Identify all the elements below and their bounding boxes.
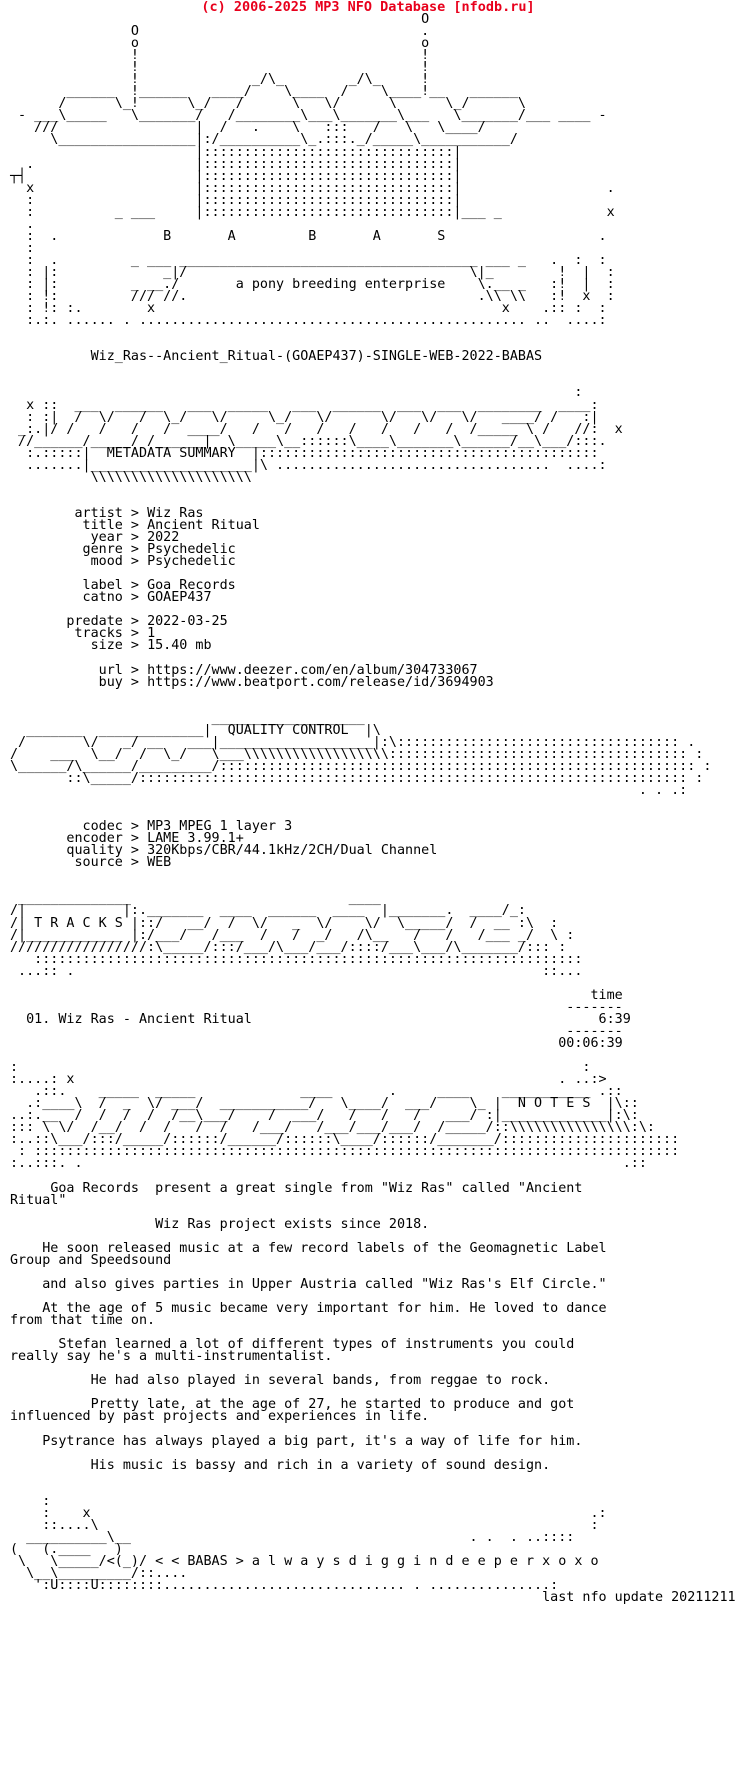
track-number: 01. bbox=[26, 1011, 51, 1027]
note-paragraph: Psytrance has always played a big part, it's a way of life for him. bbox=[42, 1433, 583, 1449]
source-value: WEB bbox=[147, 855, 172, 871]
track-name: Wiz Ras - Ancient Ritual bbox=[58, 1011, 252, 1027]
label-value: Goa Records bbox=[147, 578, 236, 594]
quality-control-ascii-art: ___________________ _______ _____________| QUALITY CONTROL |\ / \/ _/ __ ___|___________________|:\::::::::::::::::::::::::::::::::::: . / ___ \__/ / \_/ \___\\\\\\\\\\\\\\\\\\::::::::::::::::::::::::::::::::::::: : \______/\______/_________/::::::::::::::::::::::::::::::::::::::::::::::::::::::::::: : ::\_____/:::::::::::::::::::::::::::::::::::::::::::::::::::::::::::::::::::: : . . .: bbox=[10, 710, 712, 798]
encoder-value: LAME 3.99.1+ bbox=[147, 831, 244, 847]
quality-list: codec > MP3 MPEG 1 layer 3 encoder > LAME 3.99.1+ quality > 320Kbps/CBR/44.1kHz/2CH/Dual Channel source > WEB bbox=[10, 819, 438, 871]
track-time: 6:39 bbox=[598, 1011, 631, 1027]
year-value: 2022 bbox=[147, 530, 180, 546]
metadata-list: artist > Wiz Ras title > Ancient Ritual year > 2022 genre > Psychedelic mood > Psychedelic label > Goa Records catno > GOAEP437 predate > 2022-03-25 tracks > 1 size > 15.40 mb url > https://www.deezer.com/en/album/304733067 buy > https://www.beatport.com/release/id/3694903 bbox=[10, 505, 494, 690]
notes-body bbox=[10, 1181, 607, 1473]
url-value: https://www.deezer.com/en/album/304733067 bbox=[147, 662, 478, 678]
tracks-table bbox=[10, 988, 631, 1051]
codec-value: MP3 MPEG 1 layer 3 bbox=[147, 819, 293, 835]
time-column-header: time bbox=[590, 987, 623, 1003]
size-value: 15.40 mb bbox=[147, 638, 212, 654]
notes-ascii-art: : : :....: x . ..:> .::. _____ _____ ____ . ____ ___________ .:: .:____\ / _ \/ ___/ ___________/ \____/ ___/ \_ | N O T E S |\:: ..:.__ / / / / /__\___/ / ___/ / / / ___/ :|_____________|:\: ::: \ \/ /__/ / / / / /___/ /___/___/___/ /_____/::\\\\\\\\\\\\\\\:\: :..::\___/:::/_____/::::::/______/::::::\____/::::::/_______/:::::::::::::::::::::: : :::::::::::::::::::::::::::::::::::::::::::::::::::::::::::::::::::::::::::::::: :..:::. . .:: bbox=[10, 1060, 680, 1172]
note-paragraph: Goa Records present a great single from "Wiz Ras" called "Ancient Ritual" bbox=[10, 1180, 583, 1208]
footer-ascii-art: : : x .: ::....\ : __________\__ . . . ..:::: ( (.____ ) \ \_____/<(_)/ < < BABAS > a l w a y s d i g g i n d e e p e r x o x o \__\_________/::.... ':U::::U::::::::.............................. . ...............: bbox=[10, 1493, 607, 1594]
nfo-document bbox=[10, 12, 736, 1606]
header-ascii-art: O O . o o ! ! ! ! ! _/\_ _/\_ ! ______ !______ ____/ \____ / \____!__ ______ / \_! \_/ / \ \/ \ \_/ \ - ___\_____ \_______/ /________\___\_______\___ \_______/___ ____ - /// | / . \ ::: / \ \____/ \_________________|:/__________\_.:::._/_____\___________/ |:::::::::::::::::::::::::::::::| . |:::::::::::::::::::::::::::::::| ┬┤ |:::::::::::::::::::::::::::::::| x |:::::::::::::::::::::::::::::::| . : |:::::::::::::::::::::::::::::::| : _ ___ |:::::::::::::::::::::::::::::::|___ _ x . : . B A B A S . : : . _ ___ _____________________________________ ___ _ . : : : |: _|/ \|_ ! | : : |: _ __./ a pony breeding enterprise \.__ _ :! | : : !: /// //. .\\ \\ :! x : : !: :. x x .:: : : :.:. ...... . ................................................ .. ....: bbox=[10, 12, 615, 329]
title-value: Ancient Ritual bbox=[147, 517, 260, 533]
note-paragraph: He soon released music at a few record labels of the Geomagnetic Label Group and Speedsound bbox=[10, 1240, 607, 1268]
note-paragraph: and also gives parties in Upper Austria called "Wiz Ras's Elf Circle." bbox=[42, 1276, 607, 1292]
tracks-ascii-art: ______________ ____ /| |:._______ ____ ______ ____ |_______. ____/_: /| T R A C K S |::/ __/ / \/ _ \/ \/ \_____/ / __ :\ : /|____________ |:/___/ /___ / / _/ /\__ / / /___ _/ \ : /////////////////:\_____/:::/___/\___/___/::::/___\___/\_______/::: : :::::::::::::::::::::::::::::::::::::::::::::::::::::::::::::::::::: ...:: . ::... bbox=[10, 891, 583, 979]
time-divider: ------- bbox=[566, 999, 623, 1015]
metadata-summary-ascii-art: : x :: ___ ______ ___ _____ ___ ______ ___ ___ ________ ____: : :| / \/ / \_/ \/ \_/ \/ \/ \/ \/ ____/ / :| _:.|/ / / / / ____/ / / / / / / / /_____ \ / //: x //______/_____/ /______| \_____\__::::::\____\_______\______/__\___/:::. :.:::::| METADATA SUMMARY |:::::::::::::::::::::::::::::::::::::::::: .......|____________________|\ .................................. ....: \\\\\\\\\\\\\\\\\\\\ bbox=[18, 385, 623, 485]
note-paragraph: He had also played in several bands, from reggae to rock. bbox=[90, 1373, 551, 1389]
tracks-count-value: 1 bbox=[147, 626, 156, 642]
catno-value: GOAEP437 bbox=[147, 590, 212, 606]
note-paragraph: Stefan learned a lot of different types of instruments you could really say he's a multi-instrumentalist. bbox=[10, 1337, 575, 1365]
quality-value: 320Kbps/CBR/44.1kHz/2CH/Dual Channel bbox=[147, 843, 438, 859]
last-update: last nfo update 20211211 bbox=[542, 1590, 736, 1606]
genre-value: Psychedelic bbox=[147, 542, 236, 558]
predate-value: 2022-03-25 bbox=[147, 614, 228, 630]
mood-value: Psychedelic bbox=[147, 554, 236, 570]
buy-value: https://www.beatport.com/release/id/3694903 bbox=[147, 674, 494, 690]
nfodb-banner: (c) 2006-2025 MP3 NFO Database [nfodb.ru] bbox=[201, 0, 535, 15]
total-time: 00:06:39 bbox=[558, 1035, 623, 1051]
note-paragraph: At the age of 5 music became very important for him. He loved to dance from that time on. bbox=[10, 1301, 607, 1329]
note-paragraph: Pretty late, at the age of 27, he started to produce and got influenced by past projects and experiences in life. bbox=[10, 1397, 575, 1425]
note-paragraph: His music is bassy and rich in a variety of sound design. bbox=[90, 1457, 551, 1473]
note-paragraph: Wiz Ras project exists since 2018. bbox=[155, 1216, 430, 1232]
artist-value: Wiz Ras bbox=[147, 505, 204, 521]
release-name: Wiz_Ras--Ancient_Ritual-(GOAEP437)-SINGLE-WEB-2022-BABAS bbox=[10, 349, 543, 365]
total-divider: ------- bbox=[566, 1023, 623, 1039]
